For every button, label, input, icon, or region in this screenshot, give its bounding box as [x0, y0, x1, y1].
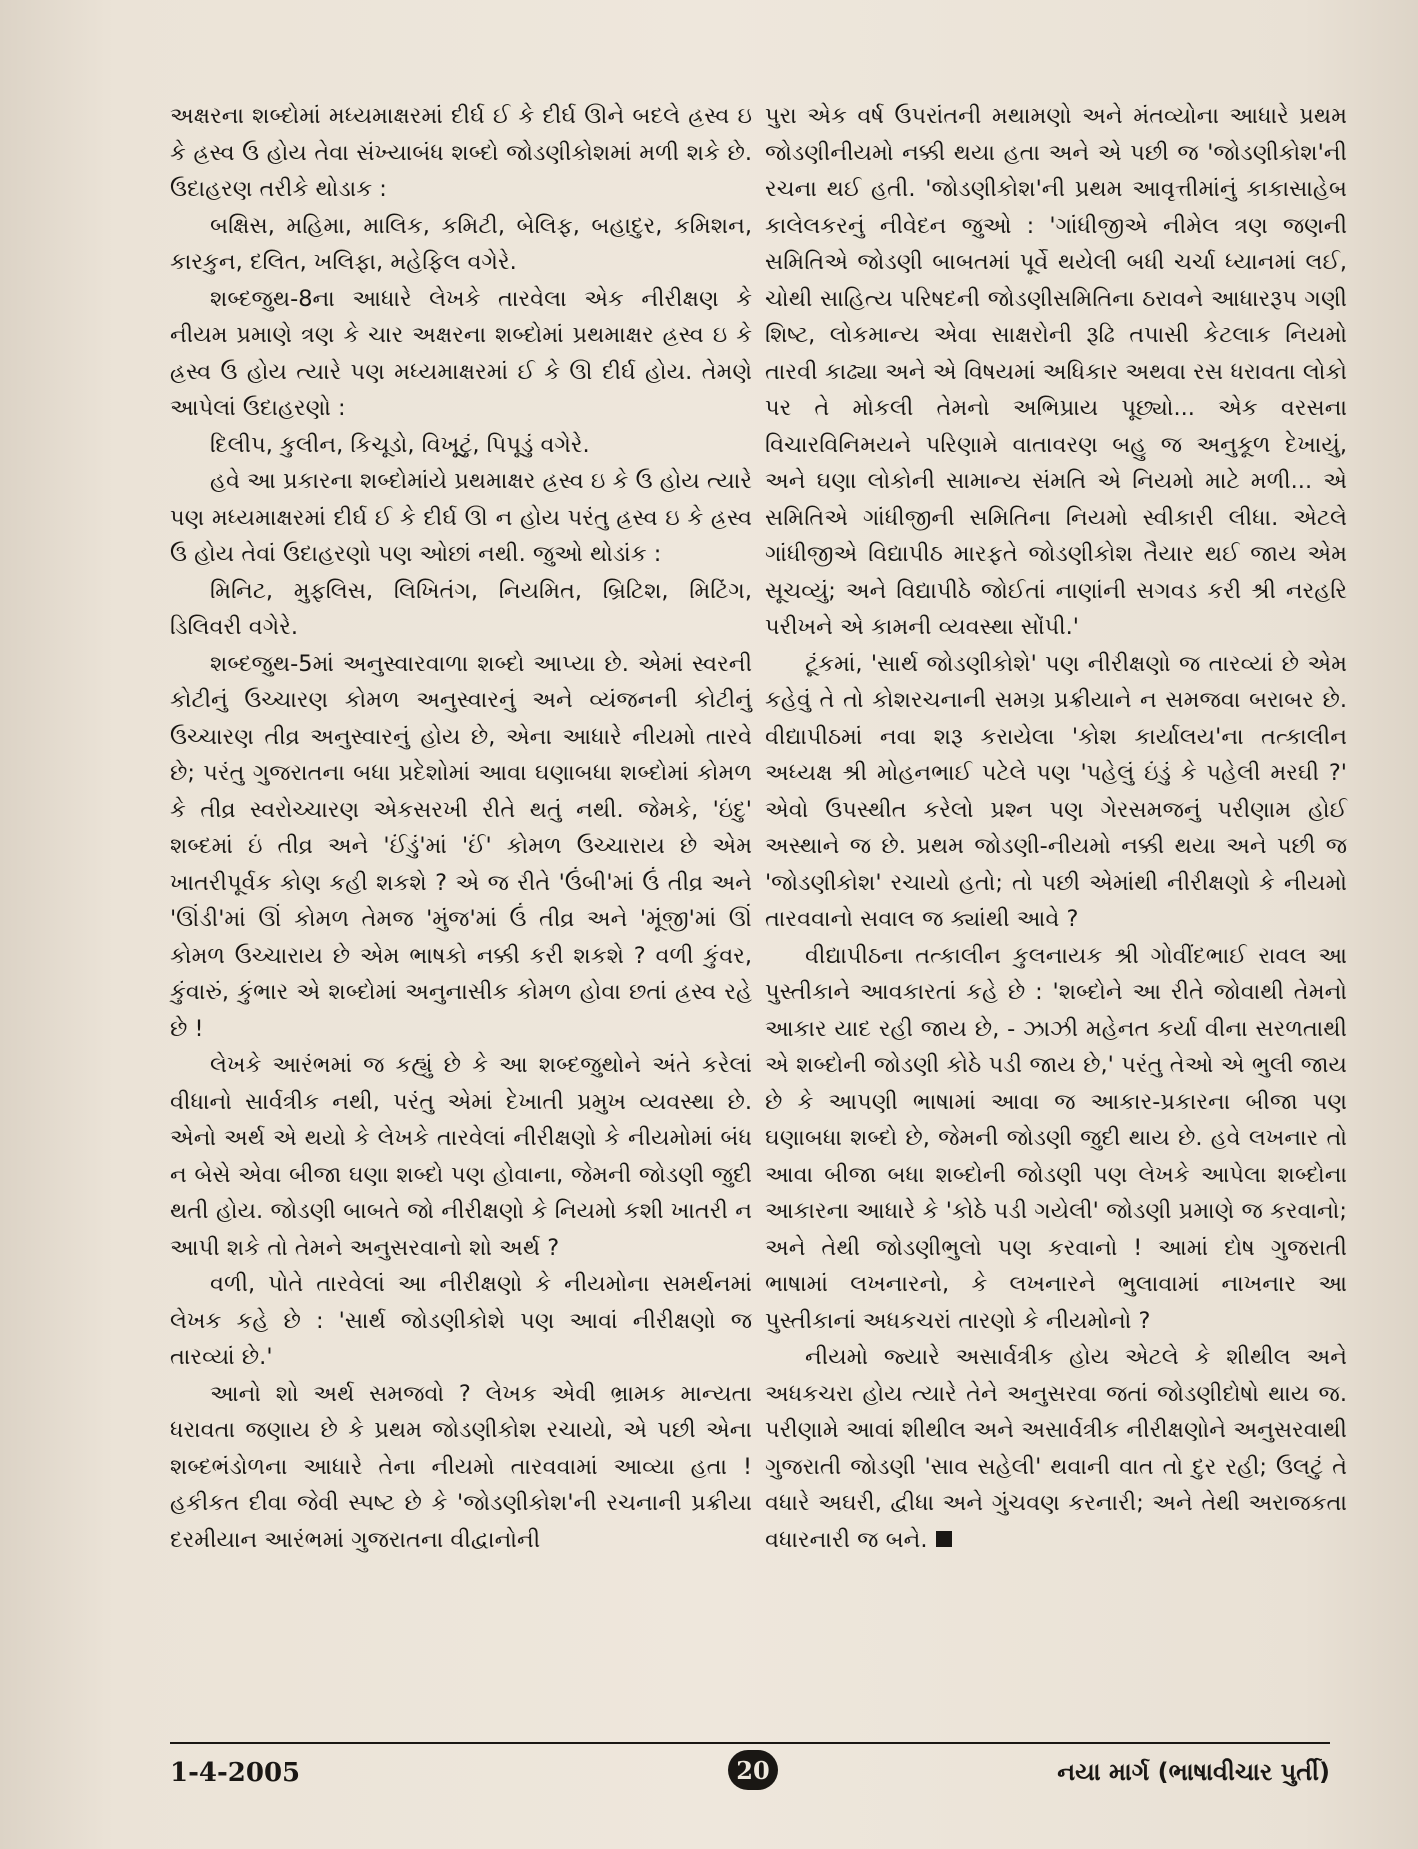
- paragraph: બક્ષિસ, મહિમા, માલિક, કમિટી, બેલિફ, બહાદુર, કમિશન, કારકુન, દલિત, ખલિફા, મહેફિલ વગેરે.: [170, 212, 752, 275]
- paragraph: [765, 1339, 1347, 1558]
- paragraph: આનો શો અર્થ સમજવો ? લેખક એવી ભ્રામક માન્યતા ધરાવતા જણાય છે કે પ્રથમ જોડણીકોશ રચાયો, એ પછી એના શબ્દભંડોળના આધારે તેના નીયમો તારવવામાં આવ્યા હતા ! હકીકત દીવા જેવી સ્પષ્ટ છે કે 'જોડણીકોશ'ની રચનાની પ્રક્રીયા દરમીયાન આરંભમાં ગુજરાતના વીદ્વાનોની: [170, 1380, 752, 1553]
- footer-divider: [170, 1742, 1330, 1744]
- paragraph: વળી, પોતે તારવેલાં આ નીરીક્ષણો કે નીયમોના સમર્થનમાં લેખક કહે છે : 'સાર્થ જોડણીકોશે પણ આવાં નીરીક્ષણો જ તારવ્યાં છે.': [170, 1271, 752, 1370]
- paragraph: ટૂંકમાં, 'સાર્થ જોડણીકોશે' પણ નીરીક્ષણો જ તારવ્યાં છે એમ કહેવું તે તો કોશરચનાની સમગ્ર પ્રક્રીયાને ન સમજવા બરાબર છે. વીદ્યાપીઠમાં નવા શરૂ કરાયેલા 'કોશ કાર્યાલય'ના તત્કાલીન અધ્યક્ષ શ્રી મોહનભાઈ પટેલે પણ 'પહેલું ઇંડું કે પહેલી મરઘી ?' એવો ઉપસ્થીત કરેલો પ્રશ્ન પણ ગેરસમજનું પરીણામ હોઈ અસ્થાને જ છે. પ્રથમ જોડણી-નીયમો નક્કી થયા અને પછી જ 'જોડણીકોશ' રચાયો હતો; તો પછી એમાંથી નીરીક્ષણો કે નીયમો તારવવાનો સવાલ જ ક્યાંથી આવે ?: [765, 650, 1347, 932]
- paragraph: અક્ષરના શબ્દોમાં મધ્યમાક્ષરમાં દીર્ઘ ઈ કે દીર્ઘ ઊને બદલે હ્રસ્વ ઇ કે હ્રસ્વ ઉ હોય તેવા સંખ્યાબંધ શબ્દો જોડણીકોશમાં મળી શકે છે. ઉદાહરણ તરીકે થોડાક :: [170, 103, 752, 202]
- issue-date: 1-4-2005: [170, 1758, 301, 1788]
- paragraph: મિનિટ, મુફલિસ, લિખિતંગ, નિયમિત, બ્રિટિશ, મિટિંગ, ડિલિવરી વગેરે.: [170, 577, 752, 640]
- paragraph: શબ્દજુથ-8ના આધારે લેખકે તારવેલા એક નીરીક્ષણ કે નીયમ પ્રમાણે ત્રણ કે ચાર અક્ષરના શબ્દોમાં પ્રથમાક્ષર હ્રસ્વ ઇ કે હ્રસ્વ ઉ હોય ત્યારે પણ મધ્યમાક્ષરમાં ઈ કે ઊ દીર્ઘ હોય. તેમણે આપેલાં ઉદાહરણો :: [170, 285, 752, 421]
- paragraph: હવે આ પ્રકારના શબ્દોમાંયે પ્રથમાક્ષર હ્રસ્વ ઇ કે ઉ હોય ત્યારે પણ મધ્યમાક્ષરમાં દીર્ઘ ઈ કે દીર્ઘ ઊ ન હોય પરંતુ હ્રસ્વ ઇ કે હ્રસ્વ ઉ હોય તેવાં ઉદાહરણો પણ ઓછાં નથી. જુઓ થોડાંક :: [170, 468, 752, 567]
- publication-title: નયા માર્ગ (ભાષાવીચાર પુર્તી): [1057, 1758, 1330, 1786]
- right-column: [765, 98, 1347, 1558]
- paragraph: લેખકે આરંભમાં જ કહ્યું છે કે આ શબ્દજુથોને અંતે કરેલાં વીધાનો સાર્વત્રીક નથી, પરંતુ એમાં દેખાતી પ્રમુખ વ્યવસ્થા છે. એનો અર્થ એ થયો કે લેખકે તારવેલાં નીરીક્ષણો કે નીયમોમાં બંધ ન બેસે એવા બીજા ઘણા શબ્દો પણ હોવાના, જેમની જોડણી જુદી થતી હોય. જોડણી બાબતે જો નીરીક્ષણો કે નિયમો કશી ખાતરી ન આપી શકે તો તેમને અનુસરવાનો શો અર્થ ?: [170, 1052, 752, 1261]
- paragraph: દિલીપ, કુલીન, કિચૂડો, વિખૂટું, પિપૂડું વગેરે.: [210, 431, 590, 458]
- left-column: [170, 98, 752, 1558]
- paragraph-text: નીયમો જ્યારે અસાર્વત્રીક હોય એટલે કે શીથીલ અને અધકચરા હોય ત્યારે તેને અનુસરવા જતાં જોડણીદોષો થાય જ. પરીણામે આવાં શીથીલ અને અસાર્વત્રીક નીરીક્ષણોને અનુસરવાથી ગુજરાતી જોડણી 'સાવ સહેલી' થવાની વાત તો દુર રહી; ઉલટું તે વધારે અઘરી, દ્વીધા અને ગુંચવણ કરનારી; અને તેથી અરાજકતા વધારનારી જ બને.: [765, 1344, 1347, 1553]
- page-number: 20: [728, 1750, 778, 1790]
- paragraph: શબ્દજુથ-5માં અનુસ્વારવાળા શબ્દો આપ્યા છે. એમાં સ્વરની કોટીનું ઉચ્ચારણ કોમળ અનુસ્વારનું અને વ્યંજનની કોટીનું ઉચ્ચારણ તીવ્ર અનુસ્વારનું હોય છે, એના આધારે નીયમો તારવે છે; પરંતુ ગુજરાતના બધા પ્રદેશોમાં આવા ઘણાબધા શબ્દોમાં કોમળ કે તીવ્ર સ્વરોચ્ચારણ એકસરખી રીતે થતું નથી. જેમકે, 'ઇંદુ' શબ્દમાં ઇં તીવ્ર અને 'ઈંડું'માં 'ઈં' કોમળ ઉચ્ચારાય છે એમ ખાતરીપૂર્વક કોણ કહી શકશે ? એ જ રીતે 'ઉંબી'માં ઉં તીવ્ર અને 'ઊંડી'માં ઊં કોમળ તેમજ 'મુંજ'માં ઉં તીવ્ર અને 'મૂંજી'માં ઊં કોમળ ઉચ્ચારાય છે એમ ભાષકો નક્કી કરી શકશે ? વળી કુંવર, કુંવારું, કુંભાર એ શબ્દોમાં અનુનાસીક કોમળ હોવા છતાં હ્રસ્વ રહે છે !: [170, 650, 752, 1042]
- end-mark-icon: [936, 1531, 952, 1547]
- paragraph: વીદ્યાપીઠના તત્કાલીન કુલનાયક શ્રી ગોવીંદભાઈ રાવલ આ પુસ્તીકાને આવકારતાં કહે છે : 'શબ્દોને આ રીતે જોવાથી તેમનો આકાર યાદ રહી જાય છે, - ઝાઝી મહેનત કર્યા વીના સરળતાથી એ શબ્દોની જોડણી કોઠે પડી જાય છે,' પરંતુ તેઓ એ ભુલી જાય છે કે આપણી ભાષામાં આવા જ આકાર-પ્રકારના બીજા પણ ઘણાબધા શબ્દો છે, જેમની જોડણી જુદી થાય છે. હવે લખનાર તો આવા બીજા બધા શબ્દોની જોડણી પણ લેખકે આપેલા શબ્દોના આકારના આધારે કે 'કોઠે પડી ગયેલી' જોડણી પ્રમાણે જ કરવાનો; અને તેથી જોડણીભુલો પણ કરવાનો ! આમાં દોષ ગુજરાતી ભાષામાં લખનારનો, કે લખનારને ભુલાવામાં નાખનાર આ પુસ્તીકાનાં અધકચરાં તારણો કે નીયમોનો ?: [765, 942, 1347, 1334]
- paragraph: પુરા એક વર્ષ ઉપરાંતની મથામણો અને મંતવ્યોના આધારે પ્રથમ જોડણીનીયમો નક્કી થયા હતા અને એ પછી જ 'જોડણીકોશ'ની રચના થઈ હતી. 'જોડણીકોશ'ની પ્રથમ આવૃત્તીમાંનું કાકાસાહેબ કાલેલકરનું નીવેદન જુઓ : 'ગાંધીજીએ નીમેલ ત્રણ જણની સમિતિએ જોડણી બાબતમાં પૂર્વે થયેલી બધી ચર્ચા ધ્યાનમાં લઈ, ચોથી સાહિત્ય પરિષદની જોડણીસમિતિના ઠરાવને આધારરૂપ ગણી શિષ્ટ, લોકમાન્ય એવા સાક્ષરોની રૂઢિ તપાસી કેટલાક નિયમો તારવી કાઢ્યા અને એ વિષયમાં અધિકાર અથવા રસ ધરાવતા લોકો પર તે મોકલી તેમનો અભિપ્રાય પૂછ્યો... એક વરસના વિચારવિનિમયને પરિણામે વાતાવરણ બહુ જ અનુકૂળ દેખાયું, અને ઘણા લોકોની સામાન્ય સંમતિ એ નિયમો માટે મળી... એ સમિતિએ ગાંધીજીની સમિતિના નિયમો સ્વીકારી લીધા. એટલે ગાંધીજીએ વિદ્યાપીઠ મારફતે જોડણીકોશ તૈયાર થઈ જાય એમ સૂચવ્યું; અને વિદ્યાપીઠે જોઈતાં નાણાંની સગવડ કરી શ્રી નરહરિ પરીખને એ કામની વ્યવસ્થા સોંપી.': [765, 103, 1347, 640]
